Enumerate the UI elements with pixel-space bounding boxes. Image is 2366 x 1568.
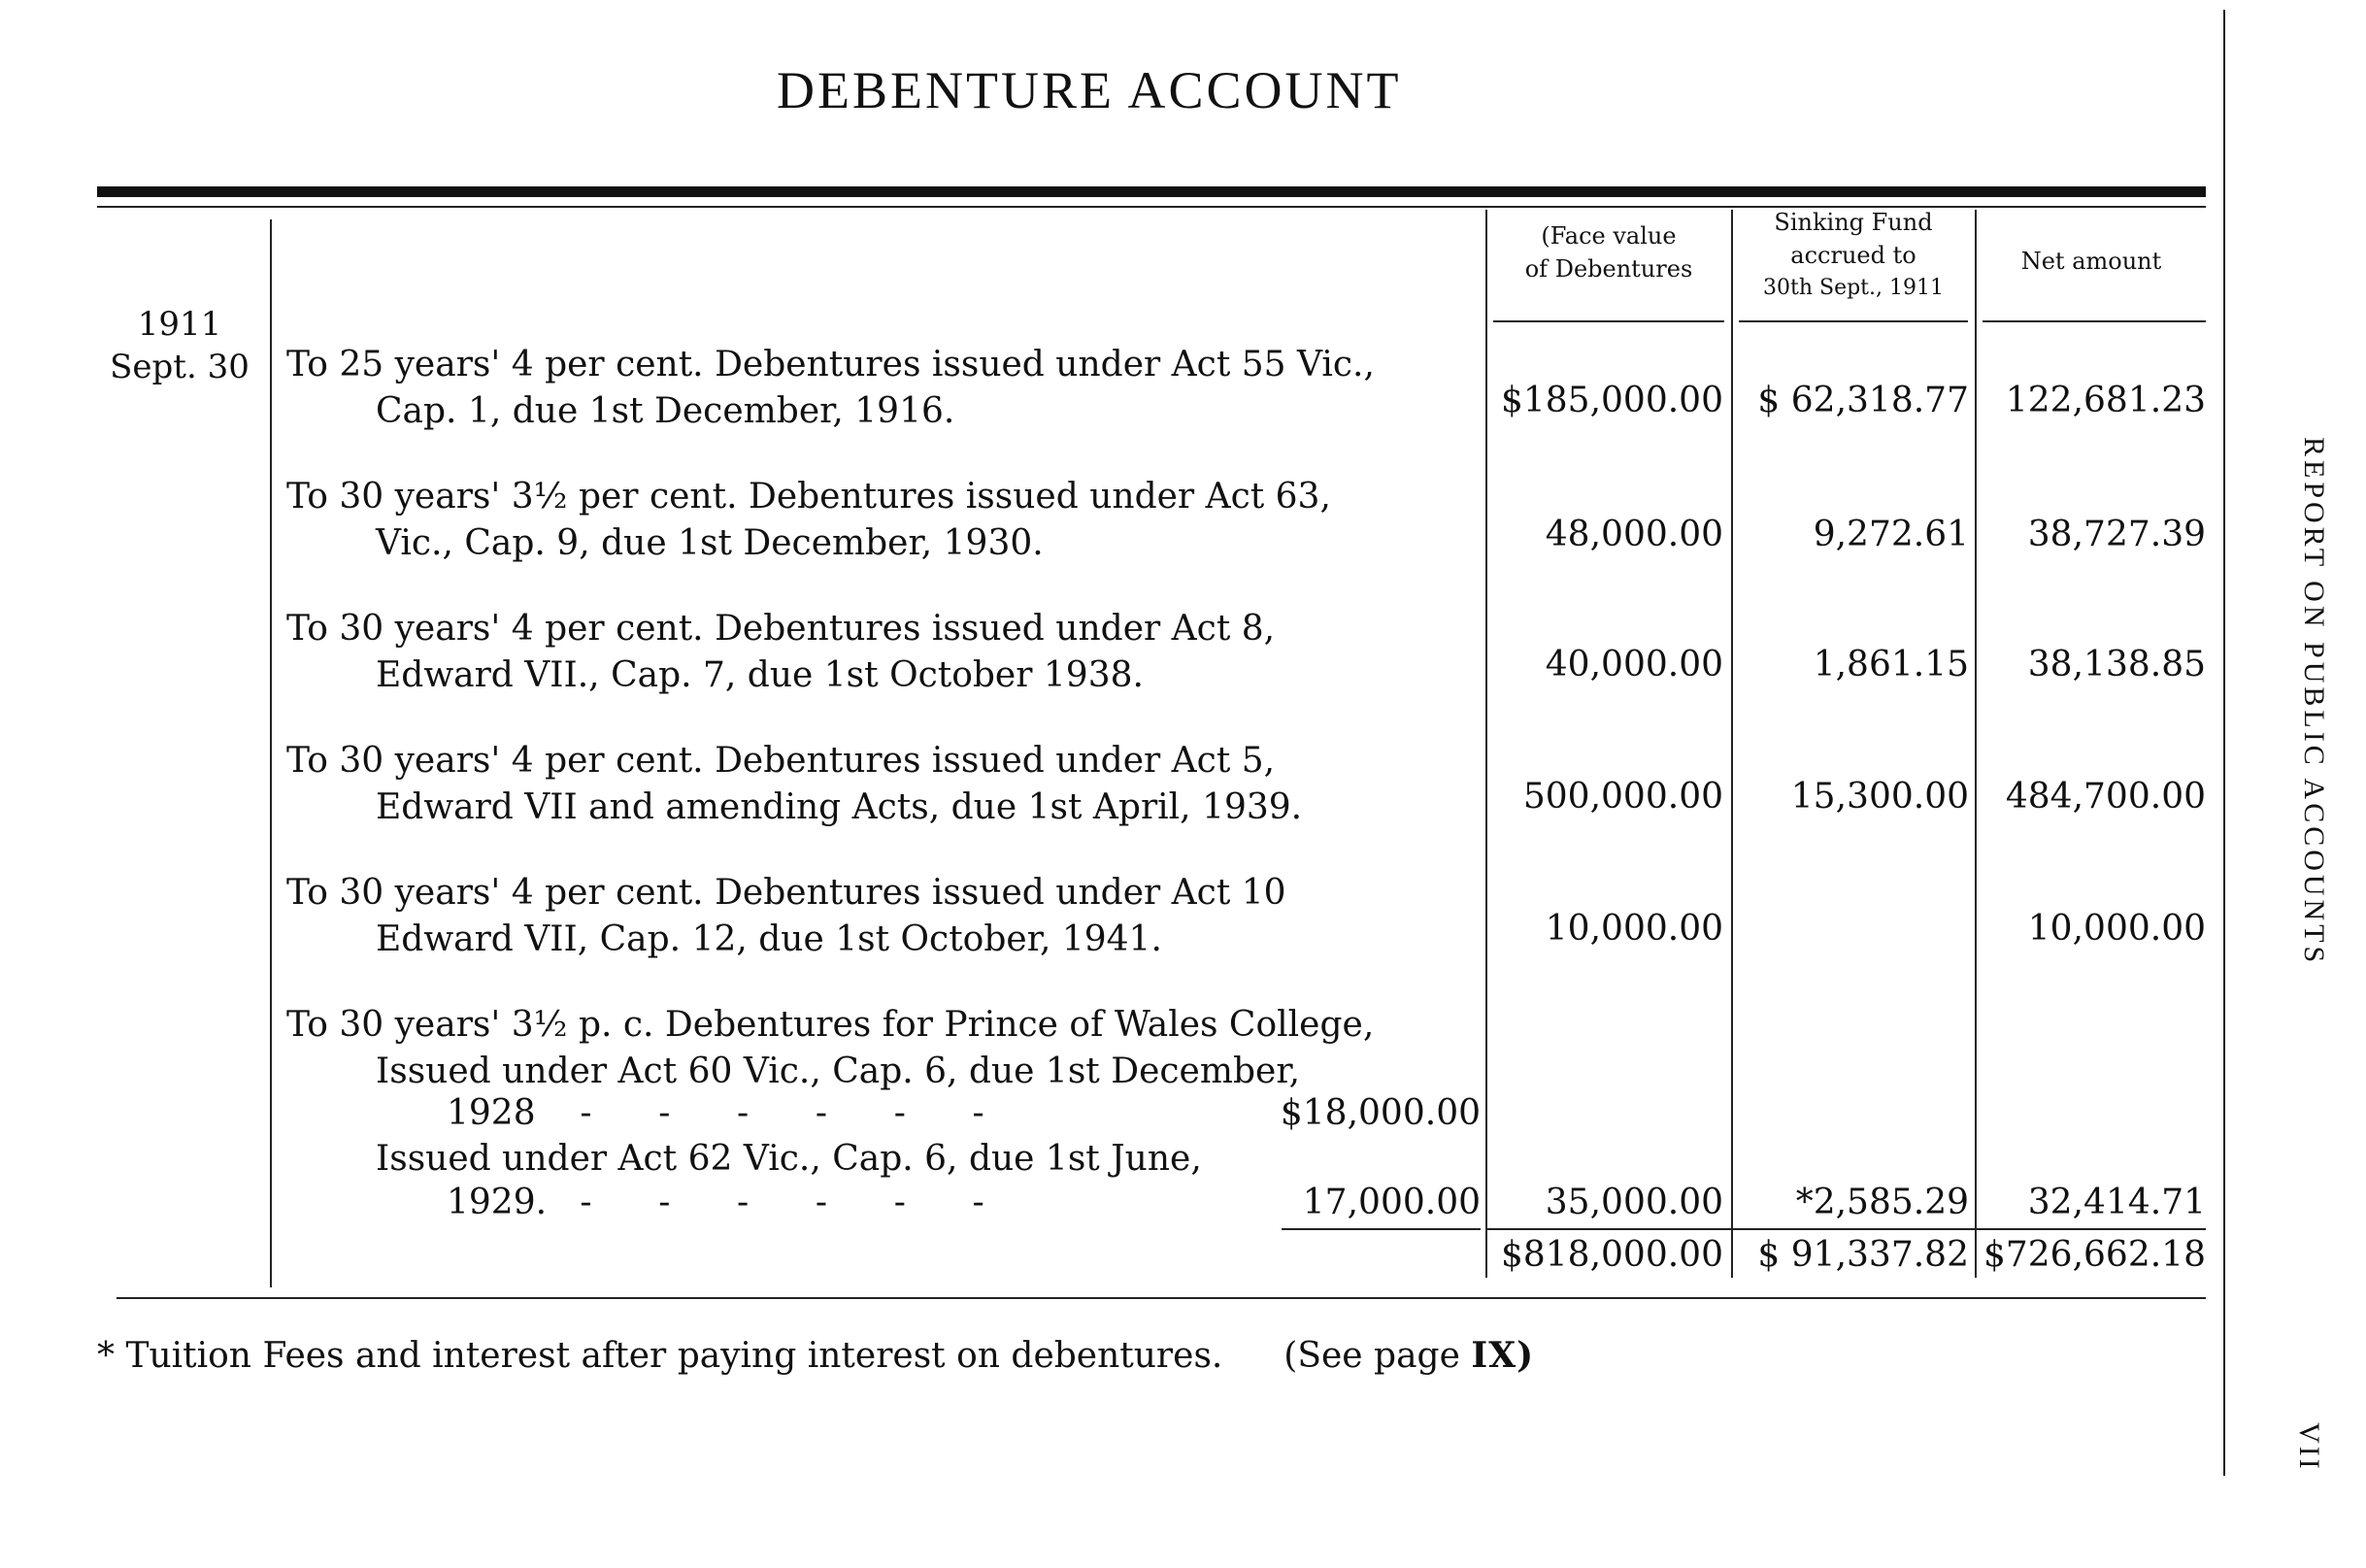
- college-net-amount: 32,414.71: [2027, 1183, 2206, 1222]
- college-sub-line-1929-label: Issued under Act 62 Vic., Cap. 6, due 1st June,: [376, 1139, 1202, 1179]
- entry-sinking-fund: 15,300.00: [1790, 777, 1969, 817]
- total-face-value: $818,000.00: [1500, 1235, 1723, 1275]
- college-subtotal-rule: [1282, 1228, 1481, 1230]
- entry-description: To 30 years' 3½ per cent. Debentures issued under Act 63, Vic., Cap. 9, due 1st December, 1930.: [286, 477, 1331, 563]
- entry-net-amount: 38,727.39: [2027, 515, 2206, 554]
- page-number: VII: [2293, 1422, 2325, 1472]
- college-sub-line-1929: 1929. - - - - - -: [447, 1183, 984, 1222]
- net-amount-header: Net amount: [2020, 248, 2162, 275]
- page-margin-line: [2223, 10, 2225, 1476]
- footnote-ref: (See page: [1283, 1336, 1460, 1376]
- total-sinking-fund: $ 91,337.82: [1757, 1235, 1969, 1275]
- entry-face-value: 40,000.00: [1545, 645, 1723, 684]
- college-face-value: 35,000.00: [1545, 1183, 1723, 1222]
- entry-net-amount: 484,700.00: [2005, 777, 2206, 817]
- sinking-header-underline: [1739, 320, 1968, 322]
- net-header-underline: [1983, 320, 2206, 322]
- entry-net-amount: 10,000.00: [2027, 909, 2206, 949]
- entry-net-amount: 38,138.85: [2027, 645, 2206, 684]
- side-running-head: REPORT ON PUBLIC ACCOUNTS: [2298, 437, 2330, 967]
- date-cell: [97, 303, 262, 388]
- entry-description: To 30 years' 4 per cent. Debentures issued under Act 5, Edward VII and amending Acts, due 1st April, 1939.: [286, 741, 1303, 827]
- date-day: Sept. 30: [110, 348, 250, 386]
- entry-description: To 30 years' 4 per cent. Debentures issued under Act 10 Edward VII, Cap. 12, due 1st October, 1941.: [286, 873, 1286, 959]
- entry-face-value: 48,000.00: [1545, 515, 1723, 554]
- footnote-page: IX): [1471, 1335, 1535, 1376]
- footnote-text: * Tuition Fees and interest after paying interest on debentures.: [97, 1336, 1223, 1376]
- page-title: DEBENTURE ACCOUNT: [777, 61, 1402, 119]
- face-column-left-line: [1485, 210, 1487, 1278]
- face-value-header: (Face value of Debentures: [1524, 222, 1693, 283]
- entry-description: To 25 years' 4 per cent. Debentures issued under Act 55 Vic., Cap. 1, due 1st December, 1916.: [286, 345, 1375, 431]
- totals-rule: [1485, 1228, 2206, 1230]
- entry-sinking-fund: $ 62,318.77: [1757, 381, 1969, 420]
- entry-face-value: $185,000.00: [1500, 381, 1723, 420]
- college-sub-amount-1929: 17,000.00: [1302, 1183, 1481, 1222]
- date-column-divider: [270, 219, 272, 1287]
- total-net-amount: $726,662.18: [1983, 1235, 2206, 1275]
- face-header-underline: [1493, 320, 1724, 322]
- entry-sinking-fund: 1,861.15: [1813, 645, 1969, 684]
- college-sinking-fund: *2,585.29: [1795, 1183, 1969, 1222]
- entry-face-value: 500,000.00: [1522, 777, 1723, 817]
- entry-sinking-fund: 9,272.61: [1813, 515, 1969, 554]
- college-entry-description: To 30 years' 3½ p. c. Debentures for Prince of Wales College, Issued under Act 60 Vic., Cap. 6, due 1st December,: [286, 1005, 1375, 1091]
- entry-net-amount: 122,681.23: [2005, 381, 2206, 420]
- entry-face-value: 10,000.00: [1545, 909, 1723, 949]
- header-thick-rule: [97, 186, 2206, 197]
- college-sub-amount-1928: $18,000.00: [1280, 1093, 1481, 1133]
- sinking-fund-header: Sinking Fund accrued to 30th Sept., 1911: [1763, 209, 1944, 300]
- net-column-left-line: [1975, 210, 1977, 1278]
- bottom-rule: [117, 1297, 2206, 1299]
- sinking-column-left-line: [1731, 210, 1733, 1278]
- entry-description: To 30 years' 4 per cent. Debentures issued under Act 8, Edward VII., Cap. 7, due 1st October 1938.: [286, 609, 1276, 695]
- date-year: 1911: [137, 305, 222, 344]
- footnote: [97, 1335, 1534, 1376]
- college-sub-line-1928: 1928 - - - - - -: [447, 1093, 984, 1133]
